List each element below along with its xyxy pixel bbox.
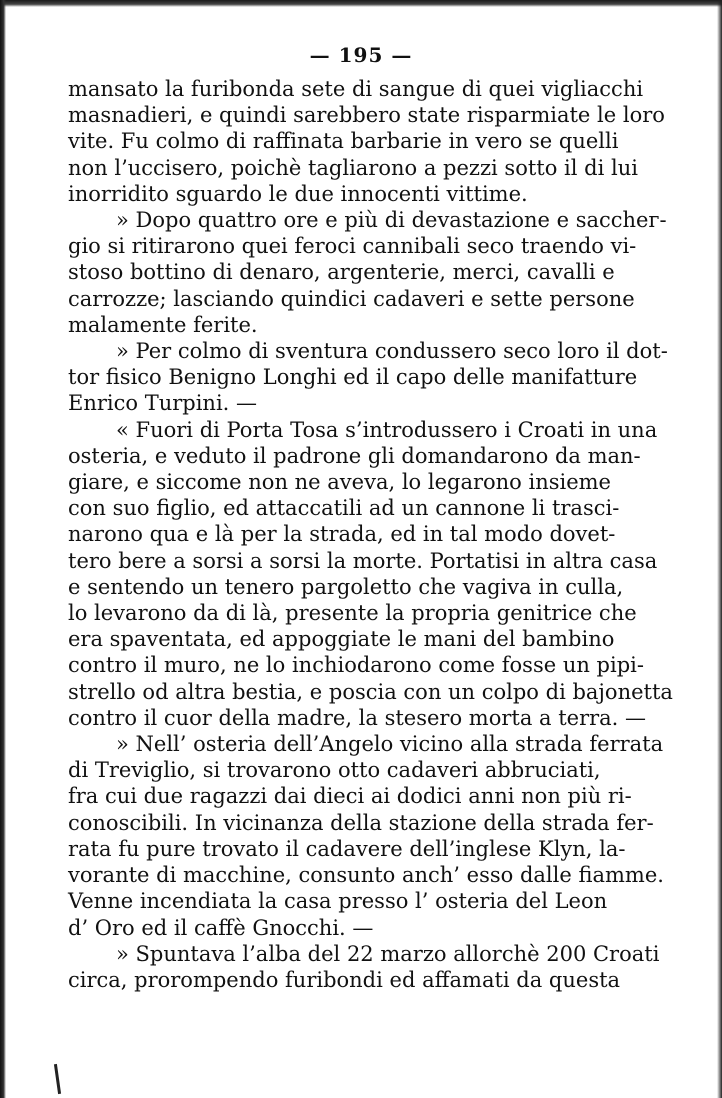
text-line: malamente ferite. bbox=[68, 312, 258, 337]
text-line: stoso bottino di denaro, argenterie, merci, cavalli e bbox=[68, 260, 615, 285]
paragraph bbox=[68, 417, 673, 731]
text-line: strello od altra bestia, e poscia con un colpo di bajonetta bbox=[68, 679, 673, 704]
text-line: era spaventata, ed appoggiate le mani del bambino bbox=[68, 627, 615, 652]
text-line: fra cui due ragazzi dai dieci ai dodici anni non più ri- bbox=[68, 784, 632, 809]
text-line: contro il cuor della madre, la stesero morta a terra. — bbox=[68, 705, 647, 730]
page-edge-left bbox=[0, 0, 6, 1098]
text-line: vorante di macchine, consunto anch’ esso dalle fiamme. bbox=[68, 863, 664, 888]
text-line: lo levarono da di là, presente la propria genitrice che bbox=[68, 601, 637, 626]
text-line: tor fisico Benigno Longhi ed il capo delle manifatture bbox=[68, 365, 638, 390]
text-line: « Fuori di Porta Tosa s’introdussero i Croati in una bbox=[116, 417, 658, 442]
text-line: Enrico Turpini. — bbox=[68, 391, 258, 416]
text-line: narono qua e là per la strada, ed in tal modo dovet- bbox=[68, 522, 616, 547]
page-edge-top bbox=[0, 0, 722, 7]
text-line: gio si ritirarono quei feroci cannibali seco traendo vi- bbox=[68, 234, 637, 259]
text-line: tero bere a sorsi a sorsi la morte. Portatisi in altra casa bbox=[68, 548, 658, 573]
text-line: Venne incendiata la casa presso l’ osteria del Leon bbox=[68, 889, 608, 914]
text-line: » Per colmo di sventura condussero seco loro il dot- bbox=[116, 339, 668, 364]
text-line: circa, prorompendo furibondi ed affamati da questa bbox=[68, 967, 621, 992]
text-line: » Nell’ osteria dell’Angelo vicino alla strada ferrata bbox=[116, 732, 664, 757]
text-line: inorridito sguardo le due innocenti vittime. bbox=[68, 181, 528, 206]
text-line: conoscibili. In vicinanza della stazione della strada fer- bbox=[68, 810, 654, 835]
text-line: rata fu pure trovato il cadavere dell’inglese Klyn, la- bbox=[68, 836, 626, 861]
body-text bbox=[68, 76, 673, 993]
text-line: masnadieri, e quindi sarebbero state risparmiate le loro bbox=[68, 103, 665, 128]
paragraph bbox=[68, 338, 668, 417]
text-line: giare, e siccome non ne aveva, lo legarono insieme bbox=[68, 470, 611, 495]
paragraph bbox=[68, 76, 665, 207]
page-number: — 195 — bbox=[309, 43, 413, 67]
text-line: » Dopo quattro ore e più di devastazione e sacchег- bbox=[116, 208, 667, 233]
text-line: non l’uccisero, poichè tagliarono a pezzi sotto il di lui bbox=[68, 155, 638, 180]
text-line: di Treviglio, si trovarono otto cadaveri abbruciati, bbox=[68, 758, 601, 783]
text-line: con suo figlio, ed attaccatili ad un cannone li trasci- bbox=[68, 496, 620, 521]
text-line: mansato la furibonda sete di sangue di quei vigliacchi bbox=[68, 77, 644, 101]
page-edge-right bbox=[717, 0, 722, 1098]
ink-mark bbox=[54, 1064, 61, 1094]
text-line: osteria, e veduto il padrone gli domandarono da man- bbox=[68, 443, 641, 468]
paragraph bbox=[68, 207, 667, 338]
text-line: contro il muro, ne lo inchiodarono come fosse un pipi- bbox=[68, 653, 644, 678]
text-line: vite. Fu colmo di raffinata barbarie in vero se quelli bbox=[68, 129, 619, 154]
text-line: e sentendo un tenero pargoletto che vagiva in culla, bbox=[68, 574, 624, 599]
paragraph bbox=[68, 731, 664, 941]
text-line: » Spuntava l’alba del 22 marzo allorchè 200 Croati bbox=[116, 941, 660, 966]
paragraph bbox=[68, 941, 660, 993]
text-line: d’ Oro ed il caffè Gnocchi. — bbox=[68, 915, 374, 940]
text-line: carrozze; lasciando quindici cadaveri e sette persone bbox=[68, 286, 635, 311]
